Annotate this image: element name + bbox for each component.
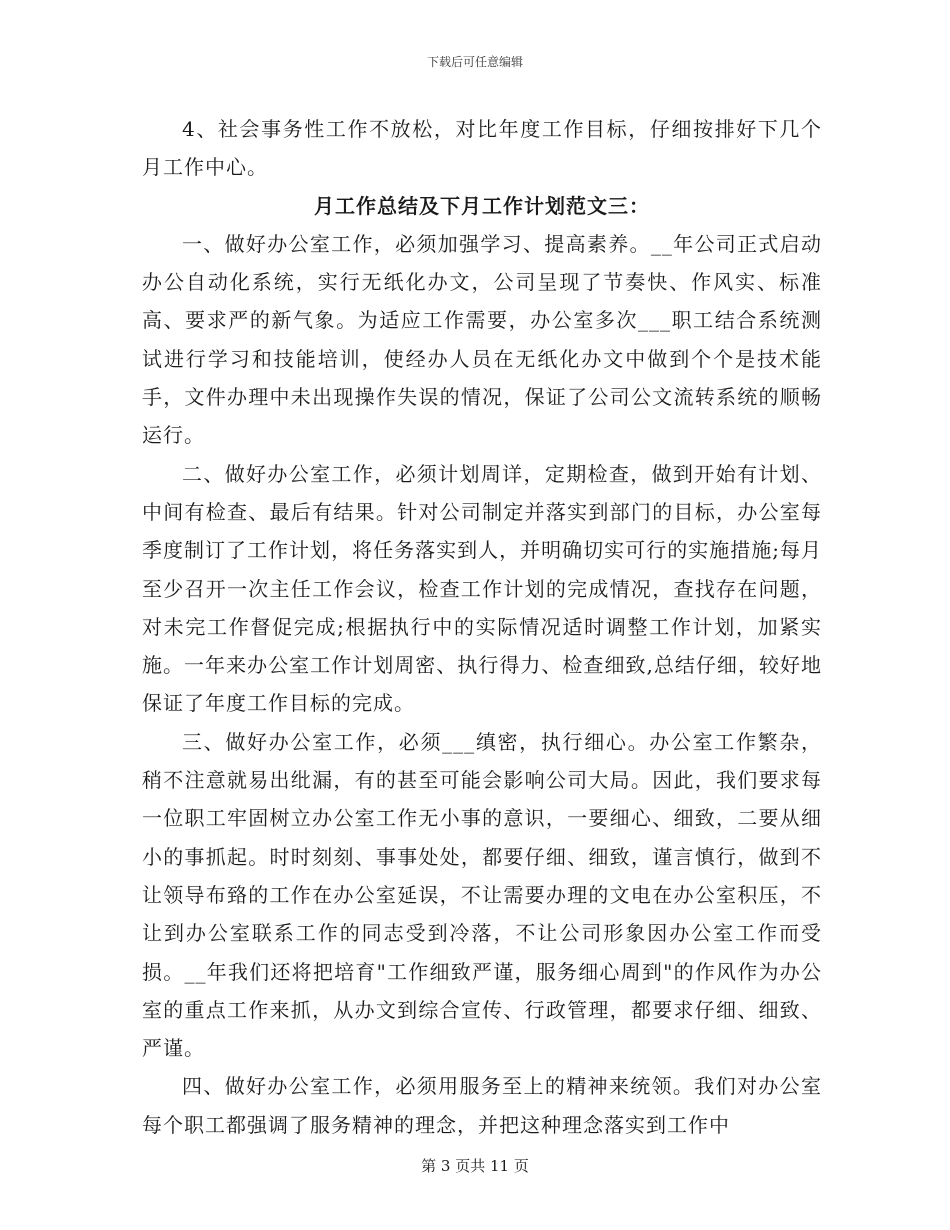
paragraph-item-4: 4、社会事务性工作不放松，对比年度工作目标，仔细按排好下几个月工作中心。	[142, 117, 822, 180]
document-body	[142, 110, 822, 1144]
section-heading: 月工作总结及下月工作计划范文三：	[314, 193, 650, 218]
paragraph-three: 三、做好办公室工作，必须___缜密，执行细心。办公室工作繁杂，稍不注意就易出纰漏，有的甚至可能会影响公司大局。因此，我们要求每一位职工牢固树立办公室工作无小事的意识，一要细心、细致，二要从细小的事抓起。时时刻刻、事事处处，都要仔细、细致，谨言慎行，做到不让领导布臵的工作在办公室延误，不让需要办理的文电在办公室积压，不让到办公室联系工作的同志受到冷落，不让公司形象因办公室工作而受损。__年我们还将把培育"工作细致严谨，服务细心周到"的作风作为办公室的重点工作来抓，从办文到综合宣传、行政管理，都要求仔细、细致、严谨。	[142, 729, 822, 1061]
paragraph-one: 一、做好办公室工作，必须加强学习、提高素养。__年公司正式启动办公自动化系统，实行无纸化办文，公司呈现了节奏快、作风实、标准高、要求严的新气象。为适应工作需要，办公室多次___职工结合系统测试进行学习和技能培训，使经办人员在无纸化办文中做到个个是技术能手，文件办理中未出现操作失误的情况，保证了公司公文流转系统的顺畅运行。	[142, 231, 822, 448]
paragraph-two: 二、做好办公室工作，必须计划周详，定期检查，做到开始有计划、中间有检查、最后有结果。针对公司制定并落实到部门的目标，办公室每季度制订了工作计划，将任务落实到人，并明确切实可行的实施措施;每月至少召开一次主任工作会议，检查工作计划的完成情况，查找存在问题，对未完工作督促完成;根据执行中的实际情况适时调整工作计划，加紧实施。一年来办公室工作计划周密、执行得力、检查细致,总结仔细，较好地保证了年度工作目标的完成。	[142, 461, 822, 716]
page-header: 下载后可任意编辑	[426, 55, 523, 69]
paragraph-four: 四、做好办公室工作，必须用服务至上的精神来统领。我们对办公室每个职工都强调了服务精神的理念，并把这种理念落实到工作中	[142, 1074, 822, 1137]
page-number: 第 3 页共 11 页	[421, 1157, 529, 1175]
